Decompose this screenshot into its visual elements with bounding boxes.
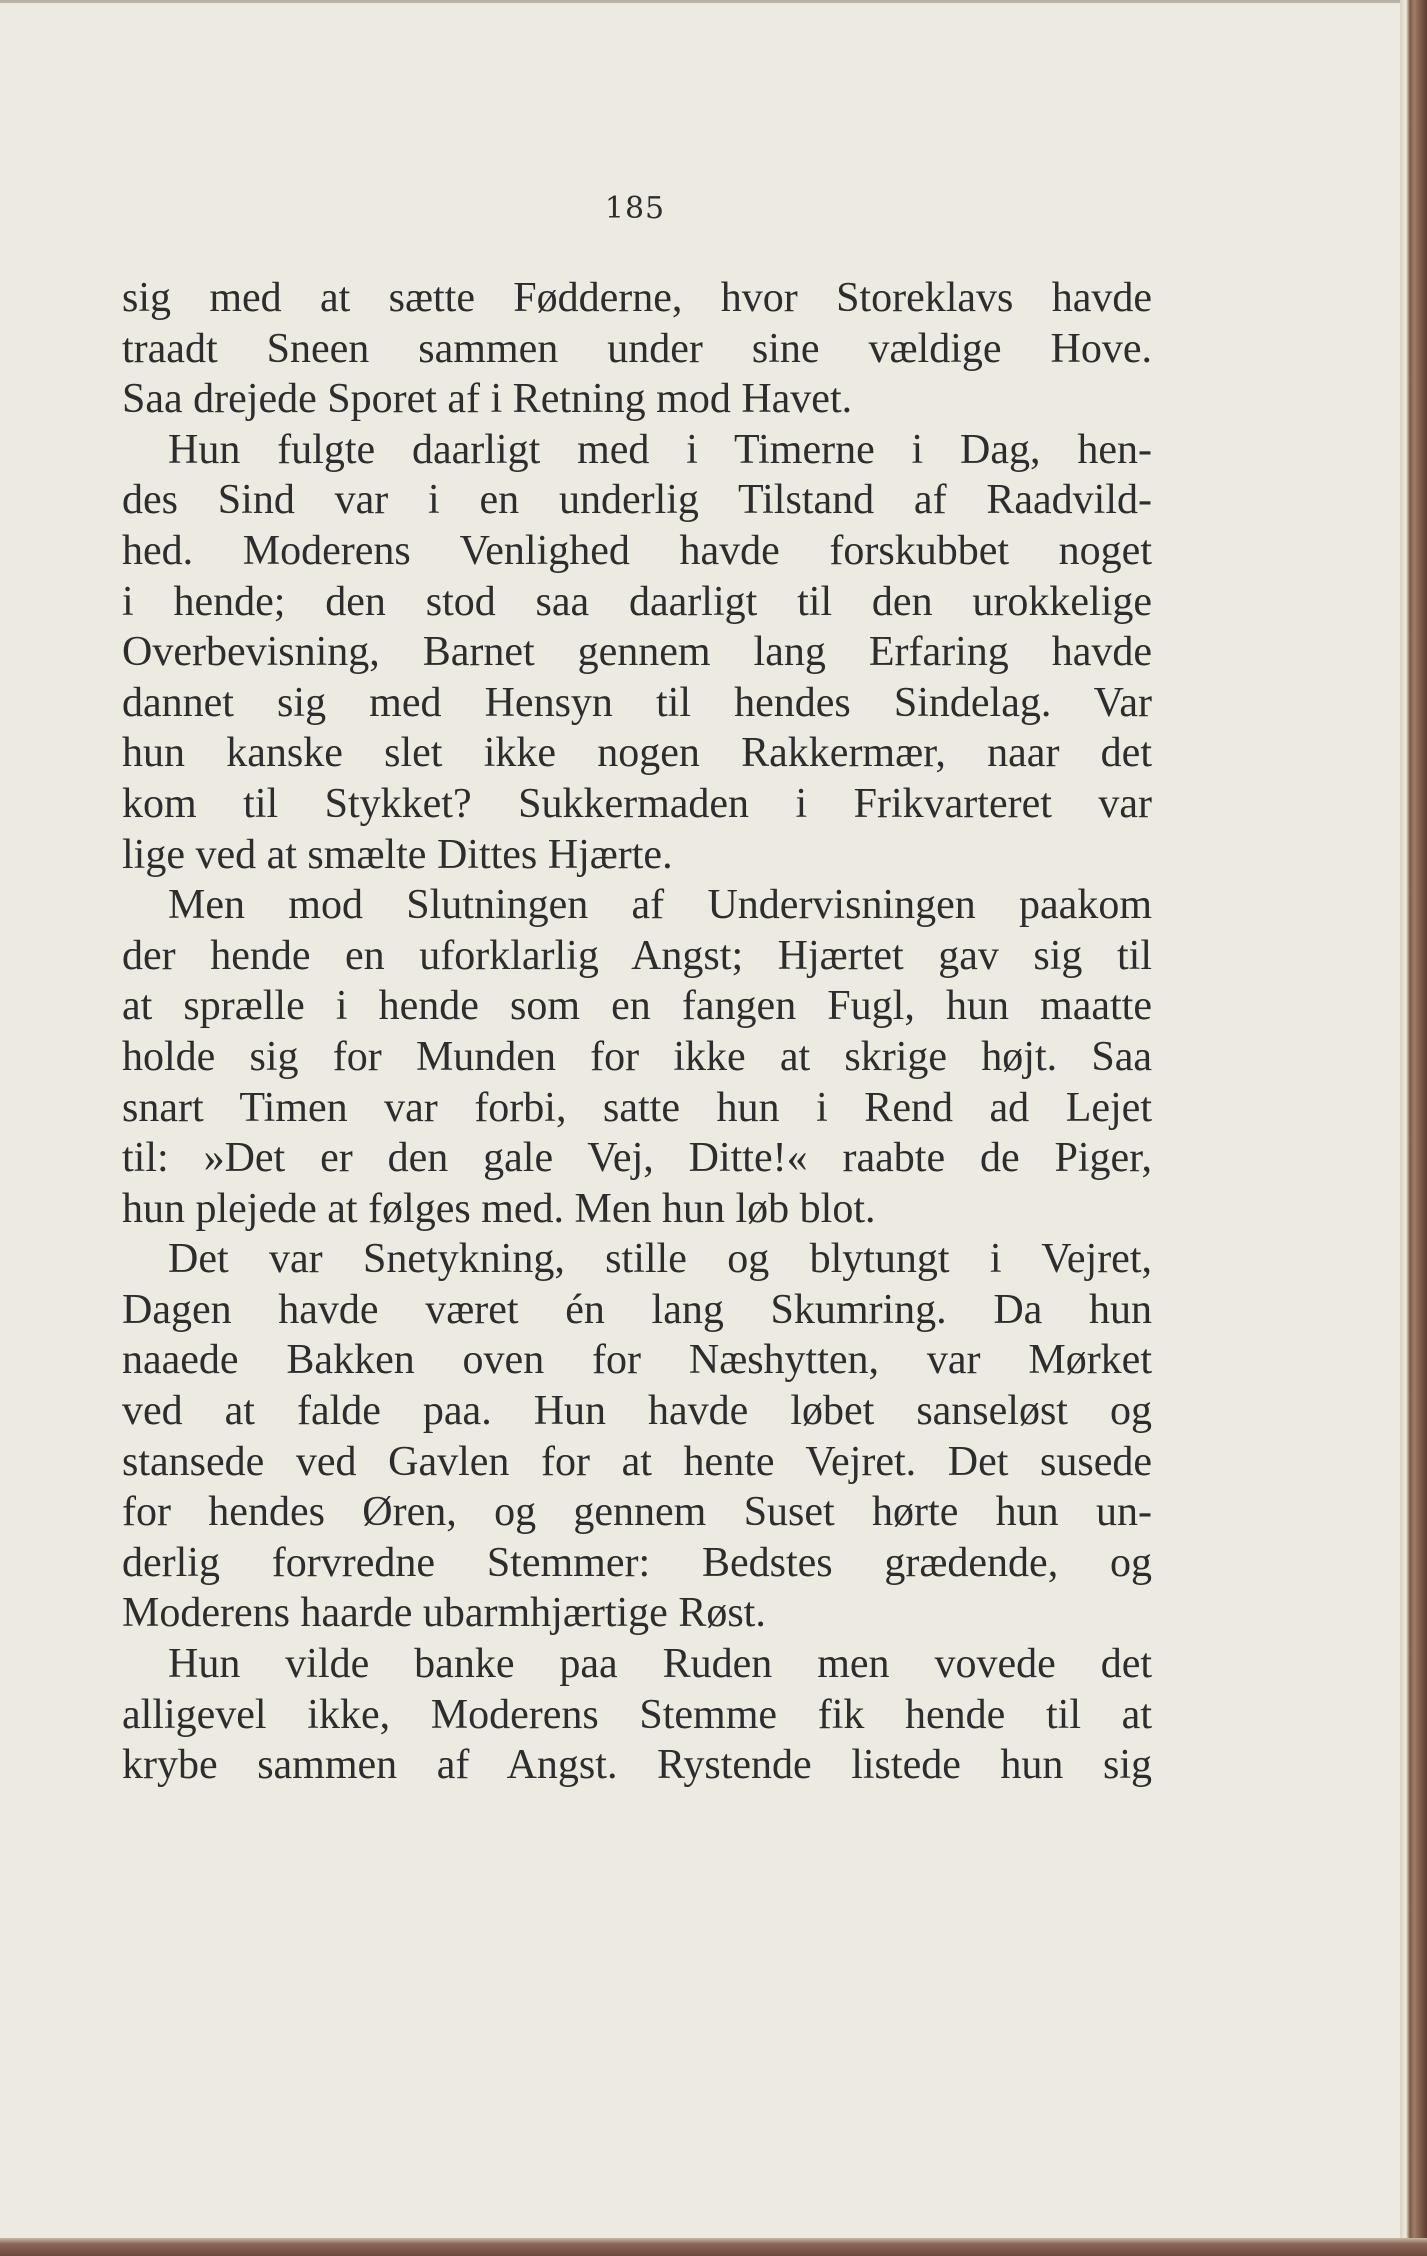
text-line: snart Timen var forbi, satte hun i Rend ad Lejet [122, 1084, 1152, 1131]
text-line: Det var Snetykning, stille og blytungt i Vejret, [168, 1236, 1152, 1283]
text-line: Men mod Slutningen af Undervisningen paakom [168, 882, 1152, 929]
text-line: hun kanske slet ikke nogen Rakkermær, naar det [122, 730, 1152, 777]
text-line: naaede Bakken oven for Næshytten, var Mørket [122, 1337, 1152, 1384]
text-line: holde sig for Munden for ikke at skrige højt. Saa [122, 1033, 1152, 1080]
text-line: des Sind var i en underlig Tilstand af Raadvild- [122, 477, 1152, 524]
text-line: til: »Det er den gale Vej, Ditte!« raabte de Piger, [122, 1135, 1152, 1182]
text-line: derlig forvredne Stemmer: Bedstes grædende, og [122, 1539, 1152, 1586]
text-line: Hun vilde banke paa Ruden men vovede det [168, 1641, 1152, 1688]
text-line: ved at falde paa. Hun havde løbet sanseløst og [122, 1388, 1152, 1435]
text-line: sig med at sætte Fødderne, hvor Storeklavs havde [122, 275, 1152, 321]
text-line: dannet sig med Hensyn til hendes Sindelag. Var [122, 679, 1152, 726]
page-edge [1400, 0, 1427, 2256]
text-line: lige ved at smælte Dittes Hjærte. [122, 831, 673, 878]
page-number: 185 [604, 191, 666, 226]
text-line: stansede ved Gavlen for at hente Vejret. Det susede [122, 1438, 1152, 1485]
text-line: traadt Sneen sammen under sine vældige Hove. [122, 325, 1152, 372]
text-line: at sprælle i hende som en fangen Fugl, hun maatte [122, 983, 1152, 1030]
text-line: Overbevisning, Barnet gennem lang Erfaring havde [122, 629, 1152, 676]
text-line: hun plejede at følges med. Men hun løb blot. [122, 1185, 876, 1232]
text-line: alligevel ikke, Moderens Stemme fik hende til at [122, 1691, 1152, 1738]
body-text [122, 273, 1152, 1791]
text-line: Hun fulgte daarligt med i Timerne i Dag, hen- [168, 426, 1152, 473]
page-bottom-edge [0, 2238, 1427, 2256]
text-line: hed. Moderens Venlighed havde forskubbet noget [122, 527, 1152, 574]
text-line: for hendes Øren, og gennem Suset hørte hun un- [122, 1489, 1152, 1536]
text-line: kom til Stykket? Sukkermaden i Frikvarteret var [122, 780, 1152, 827]
text-line: krybe sammen af Angst. Rystende listede hun sig [122, 1742, 1152, 1789]
text-line: Moderens haarde ubarmhjærtige Røst. [122, 1590, 766, 1637]
text-line: Saa drejede Sporet af i Retning mod Havet. [122, 376, 853, 423]
text-line: Dagen havde været én lang Skumring. Da hun [122, 1286, 1152, 1333]
text-line: i hende; den stod saa daarligt til den urokkelige [122, 578, 1152, 625]
text-line: der hende en uforklarlig Angst; Hjærtet gav sig til [122, 932, 1152, 979]
